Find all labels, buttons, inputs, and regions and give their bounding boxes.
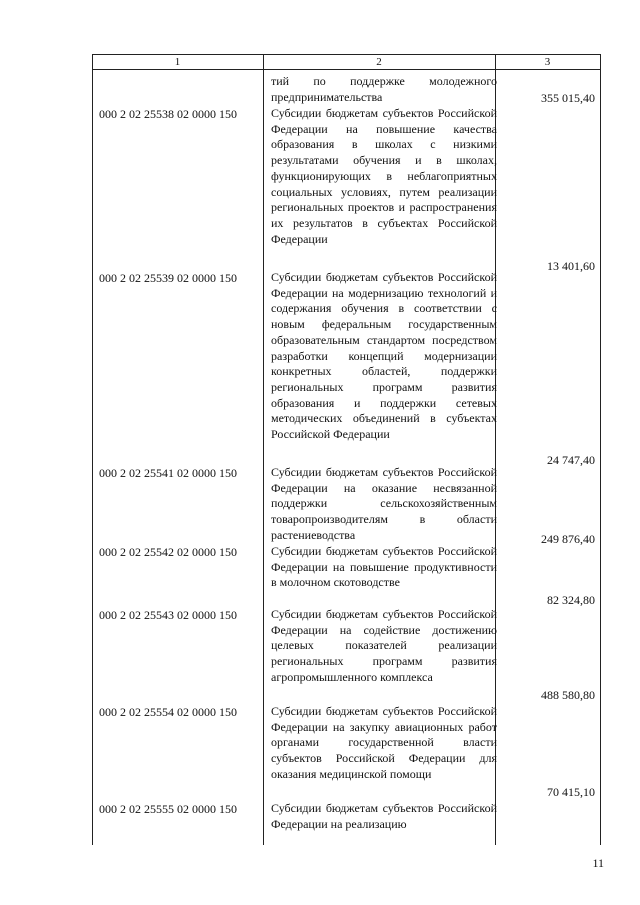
row-code: 000 2 02 25542 02 0000 150 [99, 545, 237, 559]
row-description: Субсидии бюджетам субъектов Российской Федерации на модернизацию технологий и содержания обучения в соответствии с новым федеральным государственным образовательным стандартом посредством разработки концепций модернизации конкретных областей, поддержки региональных программ развития образования и поддержки сетевых методических объединений в субъектах Российской Федерации [271, 270, 497, 442]
table-border-left [92, 54, 93, 845]
row-amount: 24 747,40 [547, 453, 595, 467]
row-code: 000 2 02 25555 02 0000 150 [99, 802, 237, 816]
row-code: 000 2 02 25554 02 0000 150 [99, 705, 237, 719]
table-header [92, 54, 600, 70]
row-amount: 488 580,80 [541, 688, 595, 702]
row-description: Субсидии бюджетам субъектов Российской Федерации на содействие достижению целевых показателей реализации региональных программ развития агропромышленного комплекса [271, 607, 497, 684]
row-code: 000 2 02 25541 02 0000 150 [99, 466, 237, 480]
header-col-1: 1 [174, 56, 181, 68]
row-code: 000 2 02 25538 02 0000 150 [99, 107, 237, 121]
row-code: 000 2 02 25539 02 0000 150 [99, 271, 237, 285]
row-description: тий по поддержке молодежного предпринимательства [271, 74, 497, 104]
header-col-2: 2 [376, 56, 382, 68]
row-description: Субсидии бюджетам субъектов Российской Федерации на повышение продуктивности в молочном скотоводстве [271, 544, 497, 590]
row-amount: 13 401,60 [547, 259, 595, 273]
row-code: 000 2 02 25543 02 0000 150 [99, 608, 237, 622]
row-description: Субсидии бюджетам субъектов Российской Федерации на реализацию [271, 801, 497, 831]
header-col-3: 3 [544, 56, 551, 68]
row-amount: 70 415,10 [547, 785, 595, 799]
row-description: Субсидии бюджетам субъектов Российской Федерации на повышение качества образования в школах с низкими результатами обучения и в школах, функционирующих в неблагоприятных социальных условиях, путем реализации региональных проектов и распространения их результатов в субъектах Российской Федерации [271, 106, 497, 246]
row-amount: 355 015,40 [541, 91, 595, 105]
table-border-right [600, 54, 601, 845]
column-divider-1 [263, 54, 264, 845]
row-amount: 82 324,80 [547, 593, 595, 607]
row-amount: 249 876,40 [541, 532, 595, 546]
row-description: Субсидии бюджетам субъектов Российской Федерации на закупку авиационных работ органами государственной власти субъектов Российской Федерации для оказания медицинской помощи [271, 704, 497, 781]
row-description: Субсидии бюджетам субъектов Российской Федерации на оказание несвязанной поддержки сельскохозяйственным товаропроизводителям в области растениеводства [271, 465, 497, 542]
page-number: 11 [592, 856, 604, 870]
